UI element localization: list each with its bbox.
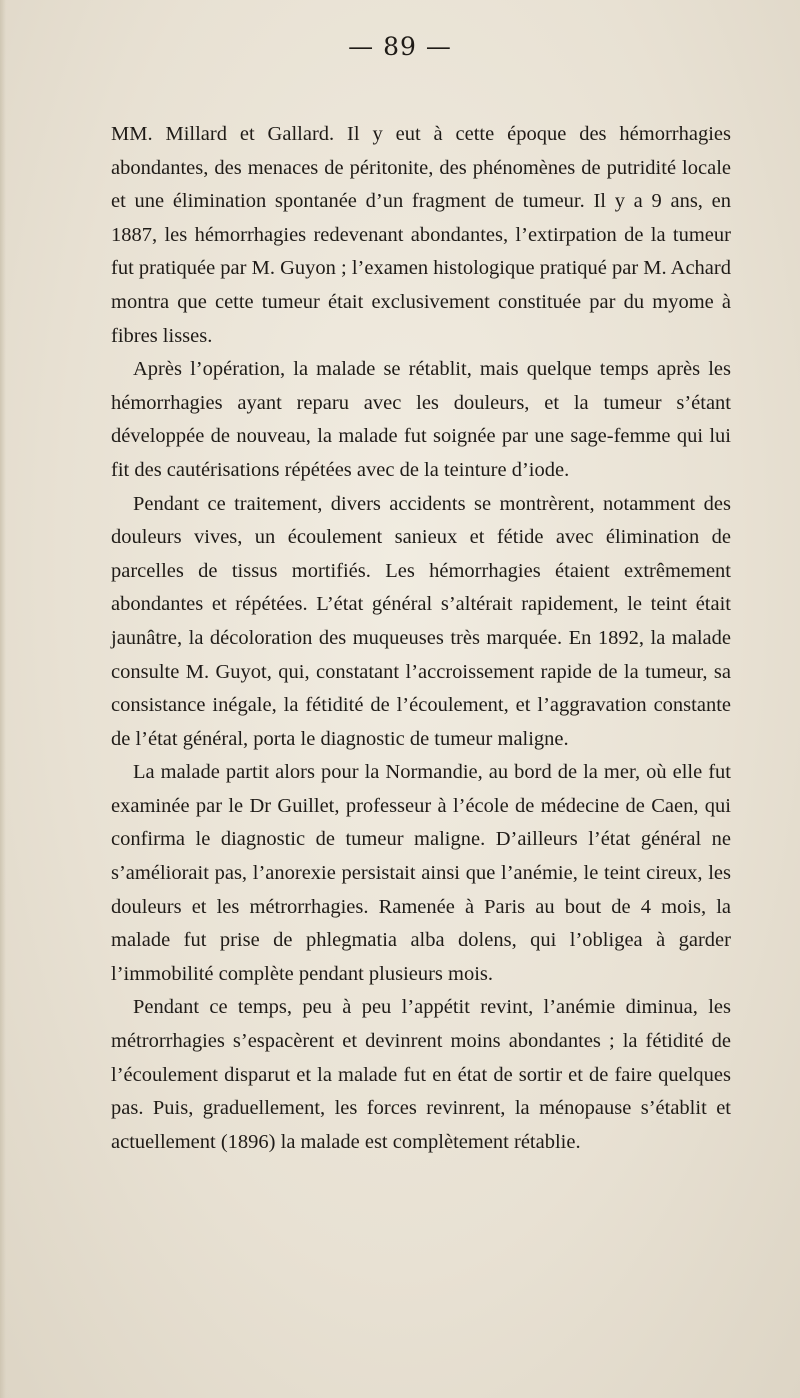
paragraph-5: Pendant ce temps, peu à peu l’appétit revint, l’anémie diminua, les métrorrhagies s’espacèrent et devinrent moins abondantes ; la fétidité de l’écoulement disparut et la malade fut en état de sortir et de faire quelques pas. Puis, graduellement, les forces revinrent, la ménopause s’établit et actuellement (1896) la malade est complètement rétablie. — [111, 996, 731, 1153]
paragraph-2: Après l’opération, la malade se rétablit, mais quelque temps après les hémorrhagies ayant reparu avec les douleurs, et la tumeur s’étant développée de nouveau, la malade fut soignée par une sage-femme qui lui fit des cautérisations répétées avec de la teinture d’iode. — [111, 358, 731, 481]
paragraph-3: Pendant ce traitement, divers accidents se montrèrent, notamment des douleurs vives, un écoulement sanieux et fétide avec élimination de parcelles de tissus mortifiés. Les hémorrhagies étaient extrêmement abondantes et répétées. L’état général s’altérait rapidement, le teint était jaunâtre, la décoloration des muqueuses très marquée. En 1892, la malade consulte M. Guyot, qui, constatant l’accroissement rapide de la tumeur, sa consistance inégale, la fétidité de l’écoulement, et l’aggravation constante de l’état général, porta le diagnostic de tumeur maligne. — [111, 492, 731, 750]
page-edge-shadow — [0, 0, 6, 1398]
paragraph-1: MM. Millard et Gallard. Il y eut à cette époque des hémorrhagies abondantes, des menaces de péritonite, des phénomènes de putridité locale et une élimination spontanée d’un fragment de tumeur. Il y a 9 ans, en 1887, les hémorrhagies redevenant abondantes, l’extirpation de la tumeur fut pratiquée par M. Guyon ; l’examen histologique pratiqué par M. Achard montra que cette tumeur était exclusivement constituée par du myome à fibres lisses. — [111, 123, 731, 347]
paragraph-4: La malade partit alors pour la Normandie, au bord de la mer, où elle fut examinée par le Dr Guillet, professeur à l’école de médecine de Caen, qui confirma le diagnostic de tumeur maligne. D’ailleurs l’état général ne s’améliorait pas, l’anorexie persistait ainsi que l’anémie, le teint cireux, les douleurs et les métrorrhagies. Ramenée à Paris au bout de 4 mois, la malade fut prise de phlegmatia alba dolens, qui l’obligea à garder l’immobilité complète pendant plusieurs mois. — [111, 761, 731, 985]
page-number: — 89 — — [348, 32, 452, 61]
body-text — [111, 118, 731, 1159]
